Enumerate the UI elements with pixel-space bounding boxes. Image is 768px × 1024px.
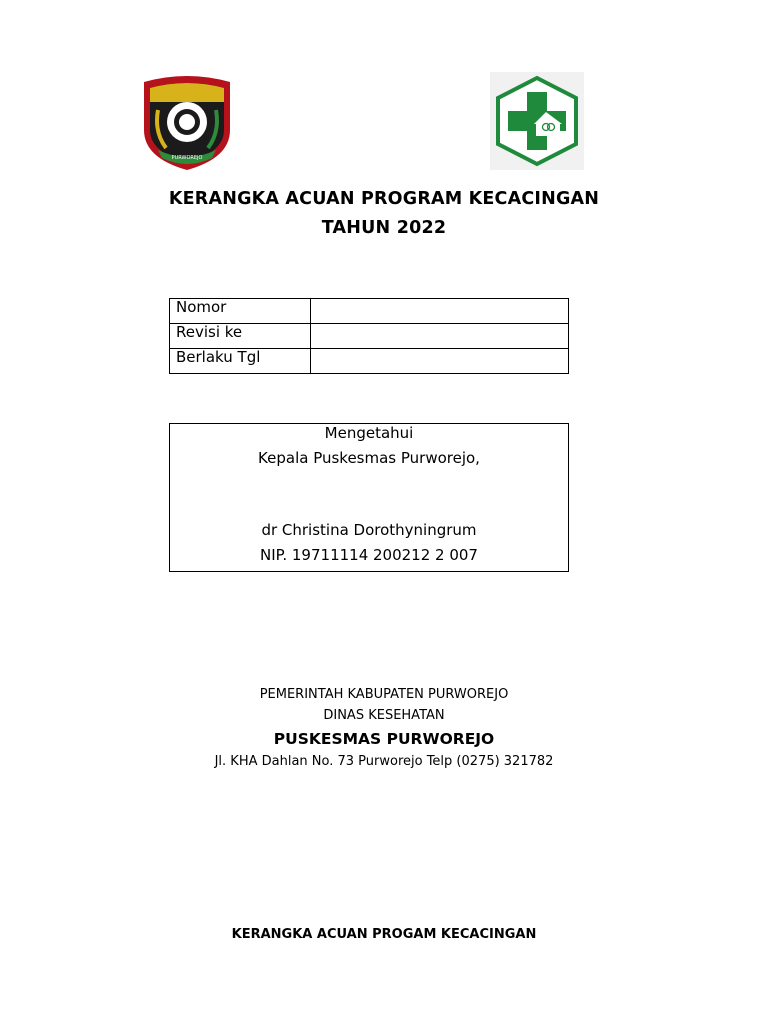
institution-address: Jl. KHA Dahlan No. 73 Purworejo Telp (0275) 321782 (214, 754, 554, 769)
info-value (311, 349, 569, 374)
puskesmas-logo (490, 72, 584, 170)
table-row (170, 299, 569, 324)
info-value (311, 299, 569, 324)
document-year: TAHUN 2022 (321, 218, 447, 238)
info-label: Berlaku Tgl (170, 349, 311, 374)
footer-title: KERANGKA ACUAN PROGAM KECACINGAN (231, 927, 537, 942)
signer-name: dr Christina Dorothyningrum (261, 521, 477, 539)
table-row (170, 349, 569, 374)
signer-position: Kepala Puskesmas Purworejo, (258, 449, 480, 467)
purworejo-emblem-logo (138, 72, 236, 172)
svg-text:PURWOREJO: PURWOREJO (171, 155, 203, 161)
acknowledgement-text: Mengetahui (324, 424, 414, 442)
info-label: Nomor (170, 299, 311, 324)
signature-box (169, 423, 569, 572)
government-name: PEMERINTAH KABUPATEN PURWOREJO (259, 687, 509, 702)
institution-name: PUSKESMAS PURWOREJO (273, 730, 495, 748)
info-value (311, 324, 569, 349)
document-info-table (169, 298, 569, 374)
department-name: DINAS KESEHATAN (323, 708, 445, 723)
info-label: Revisi ke (170, 324, 311, 349)
table-row (170, 324, 569, 349)
signer-nip: NIP. 19711114 200212 2 007 (260, 546, 478, 564)
document-title: KERANGKA ACUAN PROGRAM KECACINGAN (168, 189, 600, 209)
